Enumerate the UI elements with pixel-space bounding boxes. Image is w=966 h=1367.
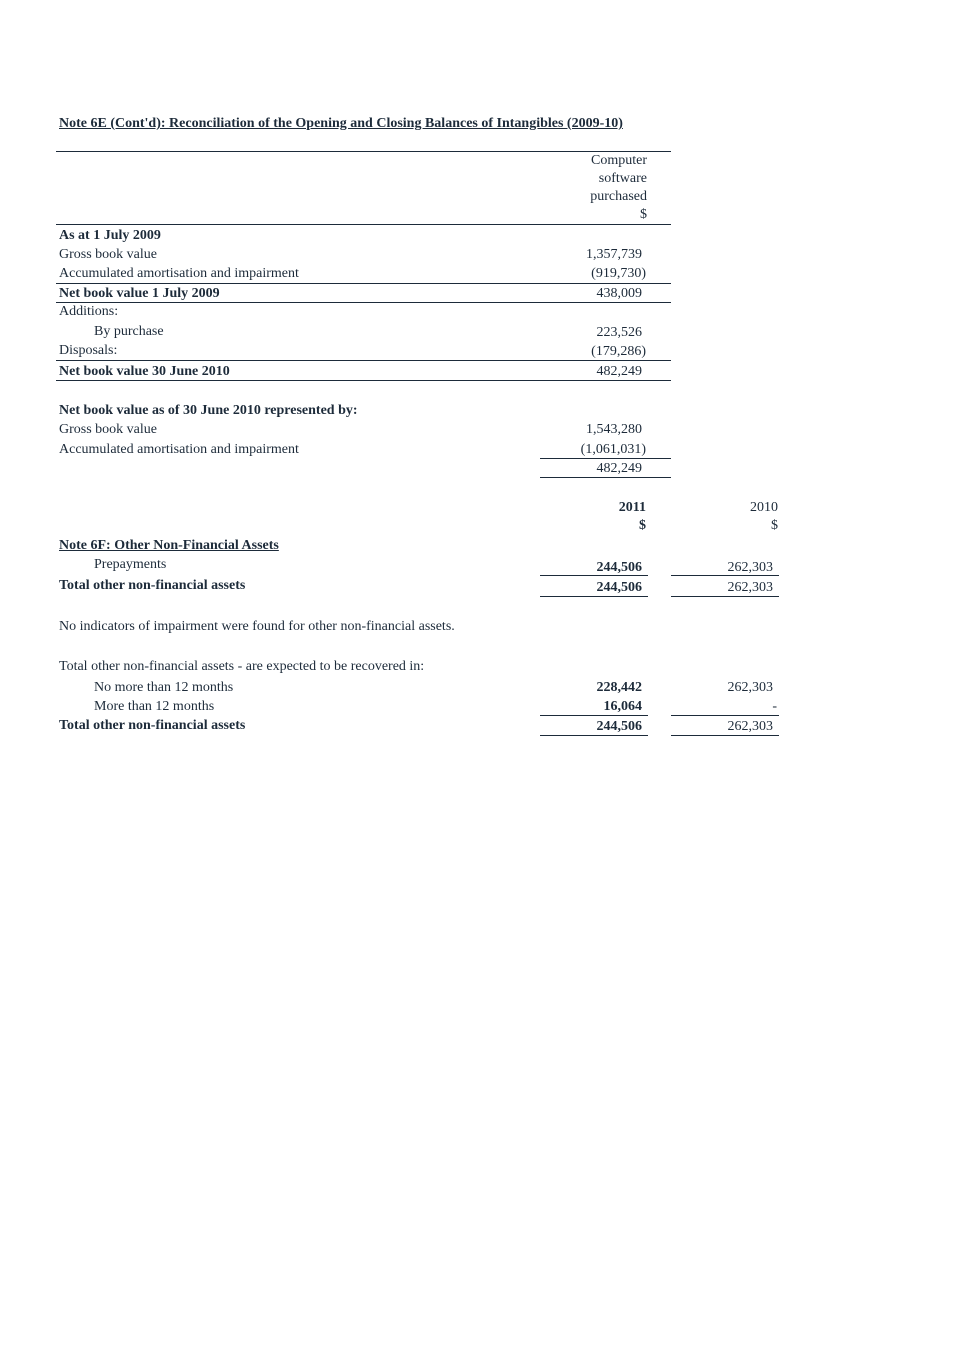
recovery-heading: Total other non-financial assets - are expected to be recovered in:: [59, 659, 425, 674]
rule: [671, 735, 779, 736]
note-6e-title: Note 6E (Cont'd): Reconciliation of the Opening and Closing Balances of Intangibles (2009-10): [59, 116, 623, 131]
more-12-2011: 16,064: [603, 699, 642, 714]
impairment-note: No indicators of impairment were found for other non-financial assets.: [59, 619, 455, 634]
col-header-line1: Computer: [591, 153, 647, 168]
no-more-12-2010: 262,303: [727, 680, 773, 695]
rule: [56, 302, 671, 303]
no-more-12-2011: 228,442: [596, 680, 642, 695]
rule: [671, 715, 779, 716]
rule: [56, 380, 671, 381]
nbv-close-label: Net book value 30 June 2010: [59, 364, 230, 379]
col-header-currency: $: [640, 207, 647, 222]
by-purchase-label: By purchase: [94, 324, 164, 339]
col-header-line3: purchased: [590, 189, 647, 204]
by-purchase-value: 223,526: [596, 325, 642, 340]
rule: [540, 735, 648, 736]
gross-book-label: Gross book value: [59, 247, 157, 262]
nbv-open-label: Net book value 1 July 2009: [59, 286, 220, 301]
total-nfa-2-2010: 262,303: [727, 719, 773, 734]
additions-label: Additions:: [59, 304, 119, 319]
rule: [671, 596, 779, 597]
rule: [540, 477, 671, 478]
total-nfa-2-label: Total other non-financial assets: [59, 718, 246, 733]
rule: [540, 458, 671, 459]
rule: [56, 360, 671, 361]
rep-gross-value: 1,543,280: [586, 422, 642, 437]
disposals-label: Disposals:: [59, 343, 118, 358]
rep-gross-label: Gross book value: [59, 422, 157, 437]
total-nfa-2010: 262,303: [727, 580, 773, 595]
rule: [671, 575, 779, 576]
more-12-label: More than 12 months: [94, 699, 215, 714]
year-2010-header: 2010: [750, 500, 778, 515]
table-top-rule: [56, 151, 671, 152]
rule: [540, 575, 648, 576]
gross-book-value: 1,357,739: [586, 247, 642, 262]
year-2011-header: 2011: [618, 500, 646, 515]
rule: [540, 715, 648, 716]
represented-heading: Net book value as of 30 June 2010 represented by:: [59, 403, 358, 418]
prepayments-2011: 244,506: [596, 560, 642, 575]
rule: [540, 596, 648, 597]
total-nfa-2-2011: 244,506: [596, 719, 642, 734]
nbv-open-value: 438,009: [596, 286, 642, 301]
disposals-value: (179,286): [591, 344, 646, 359]
no-more-12-label: No more than 12 months: [94, 680, 234, 695]
header-bottom-rule: [56, 224, 671, 225]
amortisation-label: Accumulated amortisation and impairment: [59, 266, 299, 281]
prepayments-2010: 262,303: [727, 560, 773, 575]
more-12-2010: -: [772, 699, 777, 714]
total-nfa-2011: 244,506: [596, 580, 642, 595]
as-at-heading: As at 1 July 2009: [59, 228, 161, 243]
rep-total-value: 482,249: [596, 461, 642, 476]
currency-2011: $: [639, 518, 646, 533]
note-6f-title: Note 6F: Other Non-Financial Assets: [59, 538, 279, 553]
col-header-line2: software: [598, 171, 647, 186]
prepayments-label: Prepayments: [94, 557, 167, 572]
currency-2010: $: [771, 518, 778, 533]
rep-amort-value: (1,061,031): [580, 442, 646, 457]
rule: [56, 283, 671, 284]
nbv-close-value: 482,249: [596, 364, 642, 379]
total-nfa-label: Total other non-financial assets: [59, 578, 246, 593]
amortisation-value: (919,730): [591, 266, 646, 281]
rep-amort-label: Accumulated amortisation and impairment: [59, 442, 299, 457]
